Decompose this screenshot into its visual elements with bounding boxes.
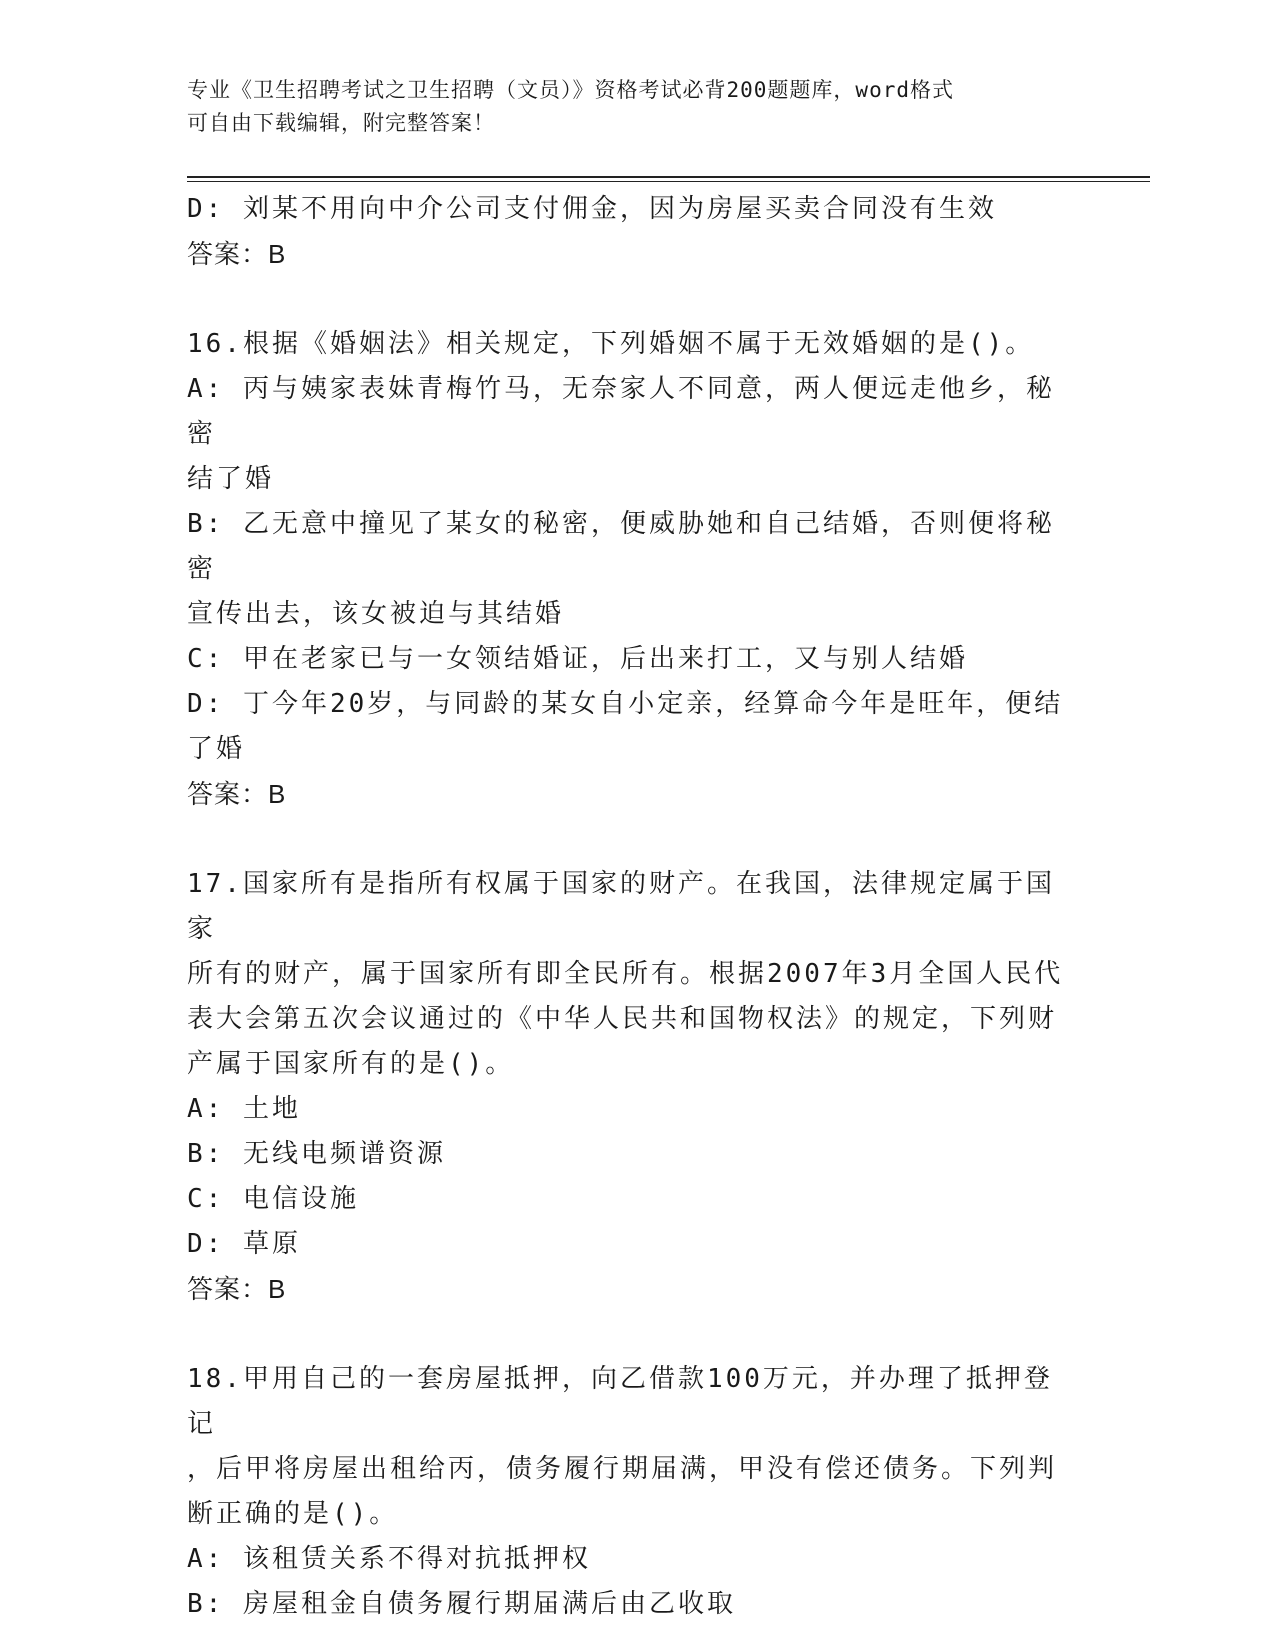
question-stem: 17.国家所有是指所有权属于国家的财产。在我国，法律规定属于国家: [187, 869, 1055, 944]
option-c: C: 甲在老家已与一女领结婚证，后出来打工，又与别人结婚: [187, 644, 968, 674]
answer-line: 答案：B: [187, 239, 287, 269]
document-header: [187, 74, 1087, 140]
answer-line: 答案：B: [187, 779, 287, 809]
option-b-continued: 宣传出去，该女被迫与其结婚: [187, 599, 565, 629]
option-b: B: 房屋租金自债务履行期届满后由乙收取: [187, 1589, 736, 1619]
header-title-line-1: 专业《卫生招聘考试之卫生招聘（文员）》资格考试必背200题题库，word格式: [187, 78, 954, 102]
option-a-continued: 结了婚: [187, 464, 275, 494]
option-d-continued: 了婚: [187, 734, 246, 764]
option-b: B: 无线电频谱资源: [187, 1139, 446, 1169]
option-a: A: 该租赁关系不得对抗抵押权: [187, 1544, 591, 1574]
question-stem: 16.根据《婚姻法》相关规定，下列婚姻不属于无效婚姻的是()。: [187, 329, 1035, 359]
option-d: D: 刘某不用向中介公司支付佣金，因为房屋买卖合同没有生效: [187, 194, 997, 224]
question-stem: 18.甲用自己的一套房屋抵押，向乙借款100万元，并办理了抵押登记: [187, 1364, 1053, 1439]
document-body: [187, 187, 1077, 1627]
question-stem-continued: ，后甲将房屋出租给丙，债务履行期届满，甲没有偿还债务。下列判: [187, 1454, 1058, 1484]
header-divider-thin: [187, 181, 1150, 182]
question-stem-continued: 所有的财产，属于国家所有即全民所有。根据2007年3月全国人民代: [187, 959, 1064, 989]
question-17: [187, 862, 1077, 1312]
header-divider: [187, 176, 1150, 178]
option-d: D: 丁今年20岁，与同龄的某女自小定亲，经算命今年是旺年，便结: [187, 689, 1064, 719]
option-a: A: 丙与姨家表妹青梅竹马，无奈家人不同意，两人便远走他乡，秘密: [187, 374, 1055, 449]
question-18: [187, 1357, 1077, 1627]
question-stem-continued: 表大会第五次会议通过的《中华人民共和国物权法》的规定，下列财: [187, 1004, 1058, 1034]
previous-question-tail: [187, 187, 1077, 277]
answer-line: 答案：B: [187, 1274, 287, 1304]
question-stem-continued: 断正确的是()。: [187, 1499, 399, 1529]
option-a: A: 土地: [187, 1094, 301, 1124]
header-title-line-2: 可自由下载编辑，附完整答案！: [187, 111, 495, 135]
option-d: D: 草原: [187, 1229, 301, 1259]
option-c: C: 电信设施: [187, 1184, 359, 1214]
question-16: [187, 322, 1077, 817]
option-b: B: 乙无意中撞见了某女的秘密，便威胁她和自己结婚，否则便将秘密: [187, 509, 1055, 584]
question-stem-continued: 产属于国家所有的是()。: [187, 1049, 515, 1079]
